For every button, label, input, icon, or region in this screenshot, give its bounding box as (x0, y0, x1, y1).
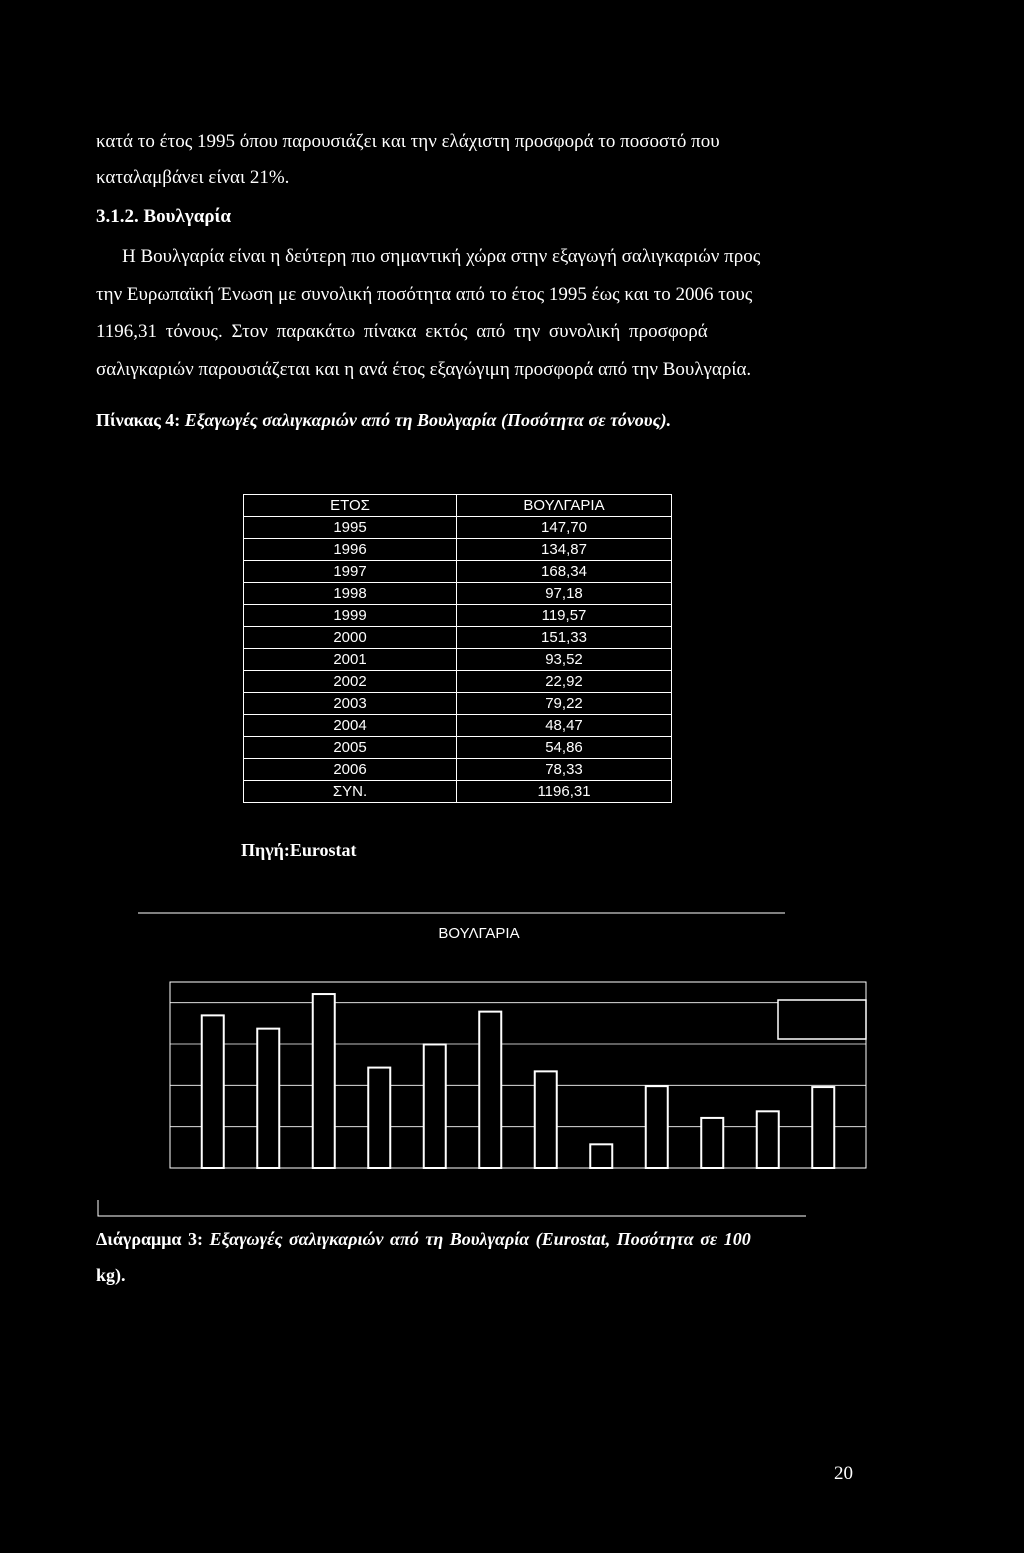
year-cell: 1996 (244, 539, 457, 561)
year-cell: 2006 (244, 759, 457, 781)
bar-1996 (257, 1029, 279, 1168)
chart-border-bottom (98, 1200, 806, 1216)
bar-2002 (590, 1144, 612, 1168)
chart-caption (96, 1227, 751, 1251)
bar-1997 (313, 994, 335, 1168)
bar-1998 (368, 1068, 390, 1168)
value-cell: 151,33 (457, 627, 672, 649)
table-header-cell: ΕΤΟΣ (244, 495, 457, 517)
section-title: 3.1.2. Βουλγαρία (96, 206, 232, 227)
value-cell: 93,52 (457, 649, 672, 671)
year-cell: 2000 (244, 627, 457, 649)
paragraph-line: σαλιγκαριών παρουσιάζεται και η ανά έτος εξαγώγιμη προσφορά από την Βουλγαρία. (96, 359, 752, 380)
paragraph-line: 1196,31 τόνους. Στον παρακάτω πίνακα εκτός από την συνολική προσφορά (96, 321, 708, 342)
value-cell: 134,87 (457, 539, 672, 561)
chart-title: ΒΟΥΛΓΑΡΙΑ (438, 925, 520, 942)
paragraph-line: Η Βουλγαρία είναι η δεύτερη πιο σημαντική χώρα στην εξαγωγή σαλιγκαριών προς (122, 246, 761, 267)
paragraph-line: κατά το έτος 1995 όπου παρουσιάζει και την ελάχιστη προσφορά το ποσοστό που (96, 131, 720, 152)
value-cell: 147,70 (457, 517, 672, 539)
bar-2004 (701, 1118, 723, 1168)
bars (202, 994, 835, 1168)
year-cell: 2002 (244, 671, 457, 693)
table-header-cell: ΒΟΥΛΓΑΡΙΑ (457, 495, 672, 517)
bar-1995 (202, 1015, 224, 1168)
year-cell: 1998 (244, 583, 457, 605)
bar-2000 (479, 1012, 501, 1168)
chart-caption-line2: kg). (96, 1265, 126, 1285)
value-cell: 1196,31 (457, 781, 672, 803)
value-cell: 119,57 (457, 605, 672, 627)
value-cell: 54,86 (457, 737, 672, 759)
value-cell: 48,47 (457, 715, 672, 737)
value-cell: 78,33 (457, 759, 672, 781)
table-caption-text: Εξαγωγές σαλιγκαριών από τη Βουλγαρία (Ποσότητα σε τόνους). (180, 410, 672, 430)
year-cell: 2004 (244, 715, 457, 737)
year-cell: 1997 (244, 561, 457, 583)
bar-2003 (646, 1086, 668, 1168)
chart-caption-lead: Διάγραμμα 3: (96, 1229, 203, 1249)
bar-2001 (535, 1071, 557, 1168)
bar-2006 (812, 1087, 834, 1168)
year-cell: 2001 (244, 649, 457, 671)
value-cell: 79,22 (457, 693, 672, 715)
year-cell: 2005 (244, 737, 457, 759)
year-cell: 2003 (244, 693, 457, 715)
paragraph-line: καταλαμβάνει είναι 21%. (96, 167, 290, 188)
table-source: Πηγή:Eurostat (241, 840, 357, 860)
value-cell: 168,34 (457, 561, 672, 583)
legend-box (778, 1000, 866, 1039)
bar-1999 (424, 1044, 446, 1168)
page-number: 20 (834, 1463, 853, 1484)
year-cell: 1995 (244, 517, 457, 539)
bar-2005 (757, 1111, 779, 1168)
table-caption-lead: Πίνακας 4: (96, 410, 181, 430)
year-cell: ΣΥΝ. (244, 781, 457, 803)
value-cell: 22,92 (457, 671, 672, 693)
value-cell: 97,18 (457, 583, 672, 605)
chart-caption-text: Εξαγωγές σαλιγκαριών από τη Βουλγαρία (Eurostat, Ποσότητα σε 100 (202, 1229, 751, 1249)
paragraph-line: την Ευρωπαϊκή Ένωση με συνολική ποσότητα από το έτος 1995 έως και το 2006 τους (96, 284, 753, 305)
year-cell: 1999 (244, 605, 457, 627)
